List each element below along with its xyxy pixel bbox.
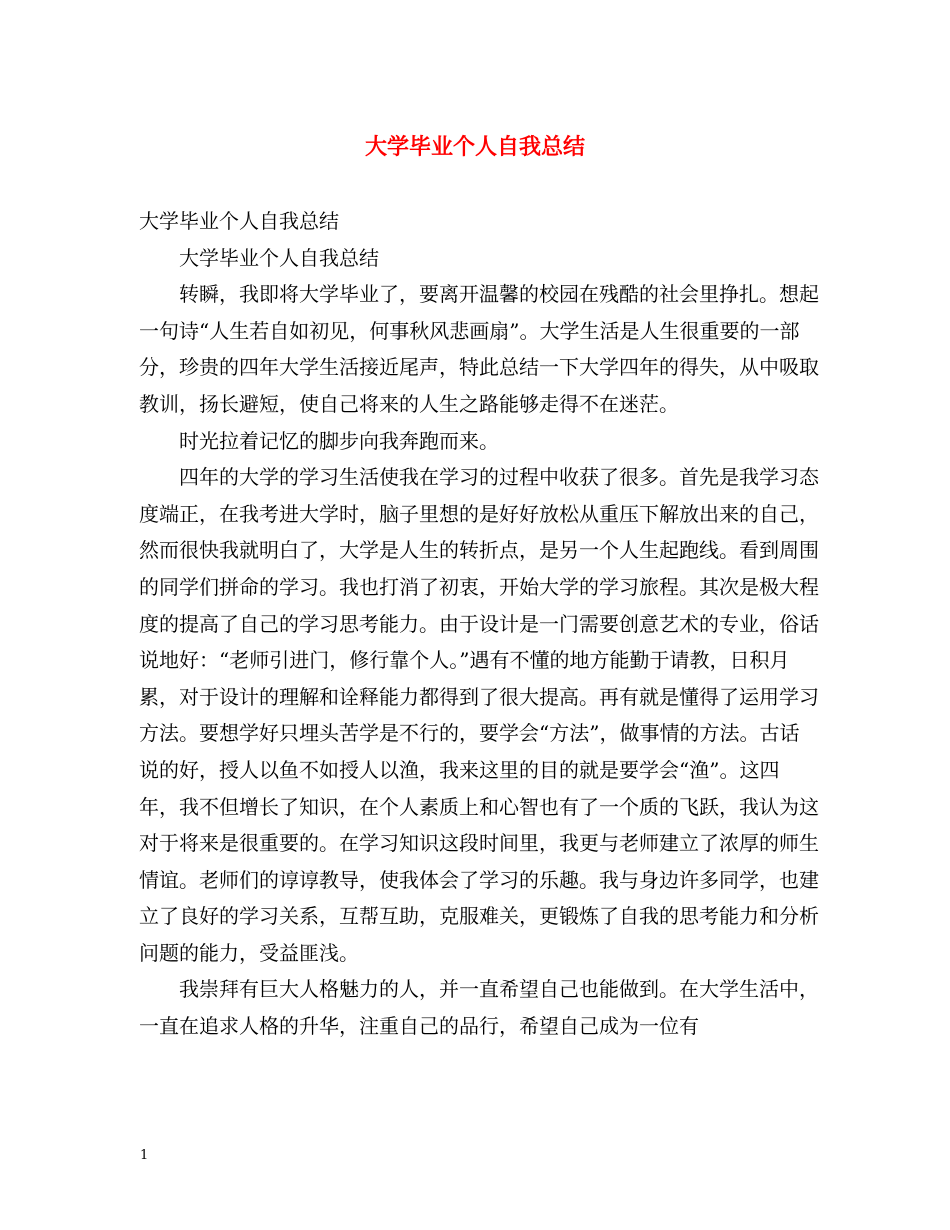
document-body	[139, 203, 819, 1045]
document-title: 大学毕业个人自我总结	[364, 134, 585, 160]
page-number: 1	[140, 1148, 149, 1163]
paragraph: 我崇拜有巨大人格魅力的人，并一直希望自己也能做到。在大学生活中，一直在追求人格的升华，注重自己的品行，希望自己成为一位有	[139, 977, 819, 1039]
paragraph: 时光拉着记忆的脚步向我奔跑而来。	[179, 428, 499, 453]
paragraph: 转瞬，我即将大学毕业了，要离开温馨的校园在残酷的社会里挣扎。想起一句诗“人生若自如初见，何事秋风悲画扇”。大学生活是人生很重要的一部分，珍贵的四年大学生活接近尾声，特此总结一下大学四年的得失，从中吸取教训，扬长避短，使自己将来的人生之路能够走得不在迷茫。	[139, 282, 819, 416]
paragraph: 四年的大学的学习生活使我在学习的过程中收获了很多。首先是我学习态度端正，在我考进大学时，脑子里想的是好好放松从重压下解放出来的自己，然而很快我就明白了，大学是人生的转折点，是另一个人生起跑线。看到周围的同学们拼命的学习。我也打消了初衷，开始大学的学习旅程。其次是极大程度的提高了自己的学习思考能力。由于设计是一门需要创意艺术的专业，俗话说地好：“老师引进门，修行靠个人。”遇有不懂的地方能勤于请教，日积月累，对于设计的理解和诠释能力都得到了很大提高。再有就是懂得了运用学习方法。要想学好只埋头苦学是不行的，要学会“方法”，做事情的方法。古话说的好，授人以鱼不如授人以渔，我来这里的目的就是要学会“渔”。这四年，我不但增长了知识，在个人素质上和心智也有了一个质的飞跃，我认为这对于将来是很重要的。在学习知识这段时间里，我更与老师建立了浓厚的师生情谊。老师们的谆谆教导，使我体会了学习的乐趣。我与身边许多同学，也建立了良好的学习关系，互帮互助，克服难关，更锻炼了自我的思考能力和分析问题的能力，受益匪浅。	[139, 465, 819, 965]
paragraph: 大学毕业个人自我总结	[139, 209, 339, 233]
paragraph: 大学毕业个人自我总结	[179, 245, 379, 270]
